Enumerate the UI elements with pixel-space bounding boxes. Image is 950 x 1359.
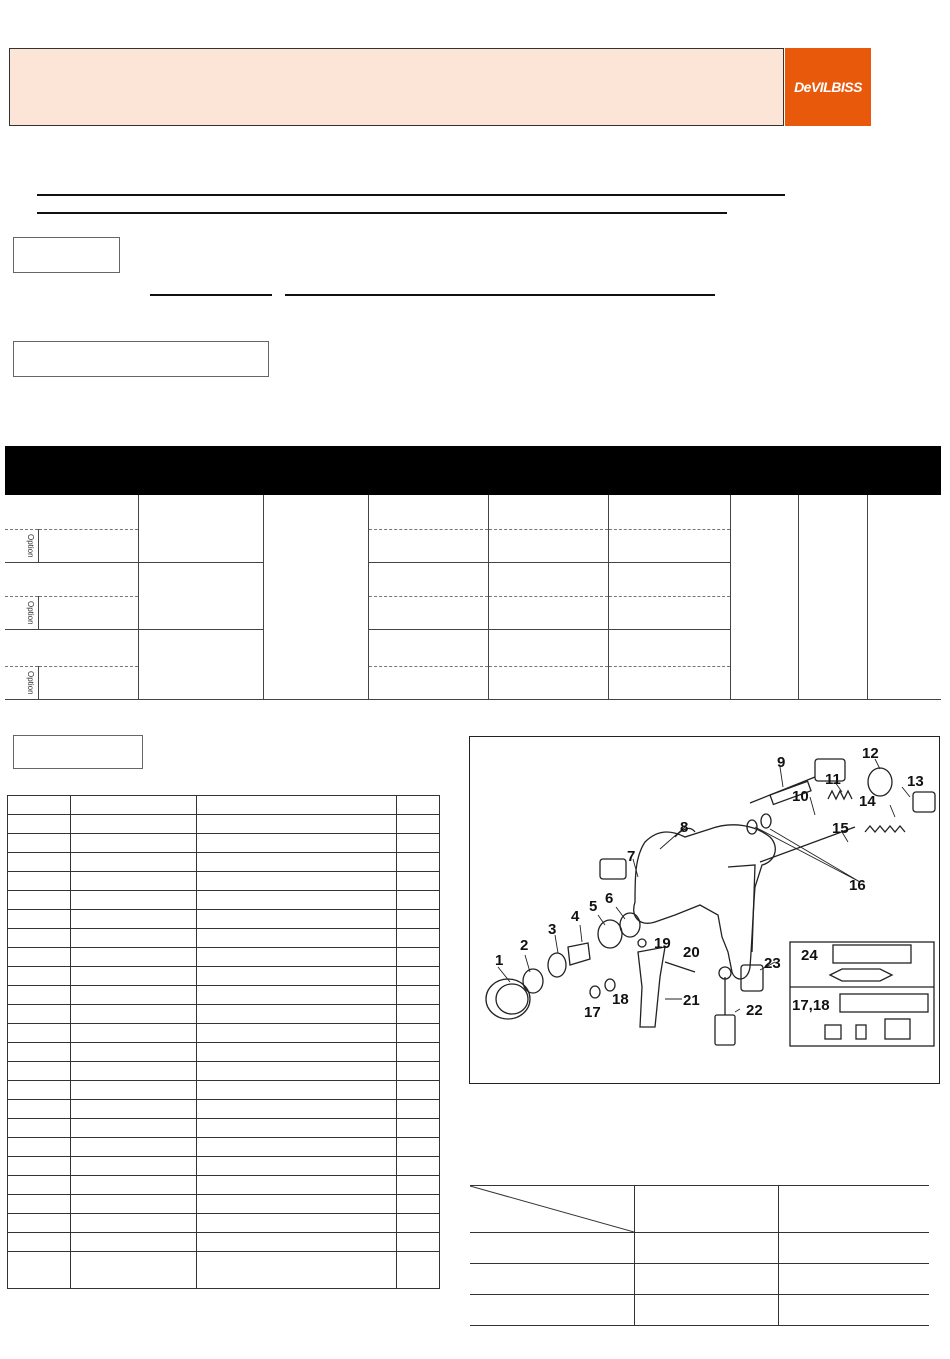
header-banner — [9, 48, 784, 126]
spec-header-row — [5, 446, 941, 495]
inset-label-box-17-18 — [840, 994, 928, 1012]
parts-row — [8, 1176, 440, 1195]
pressure-row — [470, 1233, 929, 1264]
inset-part-17 — [825, 1025, 841, 1039]
part-20-pin — [665, 962, 695, 972]
option-label: Option — [26, 533, 35, 558]
parts-row — [8, 796, 440, 815]
spec-row — [5, 495, 941, 529]
parts-row — [8, 834, 440, 853]
parts-row — [8, 948, 440, 967]
callout-5: 5 — [589, 898, 598, 915]
parts-row — [8, 1043, 440, 1062]
parts-row — [8, 1252, 440, 1289]
part-12-spring — [828, 791, 852, 799]
brand-logo — [785, 48, 871, 126]
pressure-row — [470, 1295, 929, 1326]
diagonal-header-cell — [470, 1186, 634, 1233]
part-18 — [605, 979, 615, 991]
title-underline — [37, 194, 785, 196]
part-16-adjuster — [913, 792, 935, 812]
model-underline — [150, 294, 272, 296]
parts-row — [8, 967, 440, 986]
callout-2: 2 — [520, 937, 529, 954]
parts-row — [8, 910, 440, 929]
parts-row — [8, 1233, 440, 1252]
description-underline — [285, 294, 715, 296]
part-21-trigger — [638, 947, 665, 1027]
callout-12: 12 — [862, 745, 879, 762]
parts-row — [8, 1081, 440, 1100]
parts-row — [8, 891, 440, 910]
callout-3: 3 — [548, 921, 557, 938]
parts-row — [8, 929, 440, 948]
callout-20: 20 — [683, 944, 700, 961]
part-4-fluid-tip — [568, 943, 590, 965]
callout-22: 22 — [746, 1002, 763, 1019]
specification-table — [5, 446, 941, 700]
subtitle-underline — [37, 212, 727, 214]
part-15-spring — [865, 826, 905, 832]
part-22-valve — [715, 1015, 735, 1045]
callout-21: 21 — [683, 992, 700, 1009]
section-label-box-specifications — [13, 341, 269, 377]
callout-16: 16 — [849, 877, 866, 894]
parts-row — [8, 986, 440, 1005]
callout-8: 8 — [680, 819, 689, 836]
callout-18: 18 — [612, 991, 629, 1008]
section-label-box-parts — [13, 735, 143, 769]
inset-label-box-24 — [833, 945, 911, 963]
part-3-air-cap — [548, 953, 566, 977]
inset-part-assembly — [885, 1019, 910, 1039]
section-label-box-features — [13, 237, 120, 273]
pressure-table — [470, 1185, 929, 1326]
brand-logo-text: DeVILBISS — [794, 79, 862, 95]
callout-13: 13 — [907, 773, 924, 790]
part-17 — [590, 986, 600, 998]
callout-19: 19 — [654, 935, 671, 952]
pressure-row — [470, 1264, 929, 1295]
part-24-tool — [830, 969, 892, 981]
callout-7: 7 — [627, 848, 636, 865]
part-2-gasket — [523, 969, 543, 993]
parts-row — [8, 1119, 440, 1138]
callout-11: 11 — [825, 771, 841, 788]
pressure-header-row — [470, 1186, 929, 1233]
parts-row — [8, 1024, 440, 1043]
parts-row — [8, 815, 440, 834]
parts-row — [8, 1138, 440, 1157]
parts-row — [8, 853, 440, 872]
callout-23: 23 — [764, 955, 781, 972]
parts-row — [8, 1157, 440, 1176]
parts-row — [8, 1195, 440, 1214]
handle-detail — [728, 865, 755, 952]
part-19-clip — [638, 939, 646, 947]
callout-6: 6 — [605, 890, 614, 907]
exploded-parts-diagram — [469, 736, 940, 1084]
option-label: Option — [26, 670, 35, 695]
callout-4: 4 — [571, 908, 580, 925]
part-5-baffle — [598, 920, 622, 948]
parts-list-table — [7, 795, 440, 1289]
inset-label-24: 24 — [801, 947, 818, 964]
callout-1: 1 — [495, 952, 504, 969]
callout-10: 10 — [792, 788, 809, 805]
inset-part-18 — [856, 1025, 866, 1039]
parts-row — [8, 872, 440, 891]
part-7-fitting — [600, 859, 626, 879]
parts-row — [8, 1005, 440, 1024]
parts-row — [8, 1062, 440, 1081]
callout-14: 14 — [859, 793, 876, 810]
part-13-nut — [868, 768, 892, 796]
inset-label-17-18: 17,18 — [792, 997, 830, 1014]
option-label: Option — [26, 600, 35, 625]
spray-gun-drawing — [470, 737, 941, 1085]
callout-15: 15 — [832, 820, 849, 837]
callout-17: 17 — [584, 1004, 601, 1021]
callout-9: 9 — [777, 754, 786, 771]
parts-row — [8, 1100, 440, 1119]
parts-row — [8, 1214, 440, 1233]
part-10-seal-b — [761, 814, 771, 828]
